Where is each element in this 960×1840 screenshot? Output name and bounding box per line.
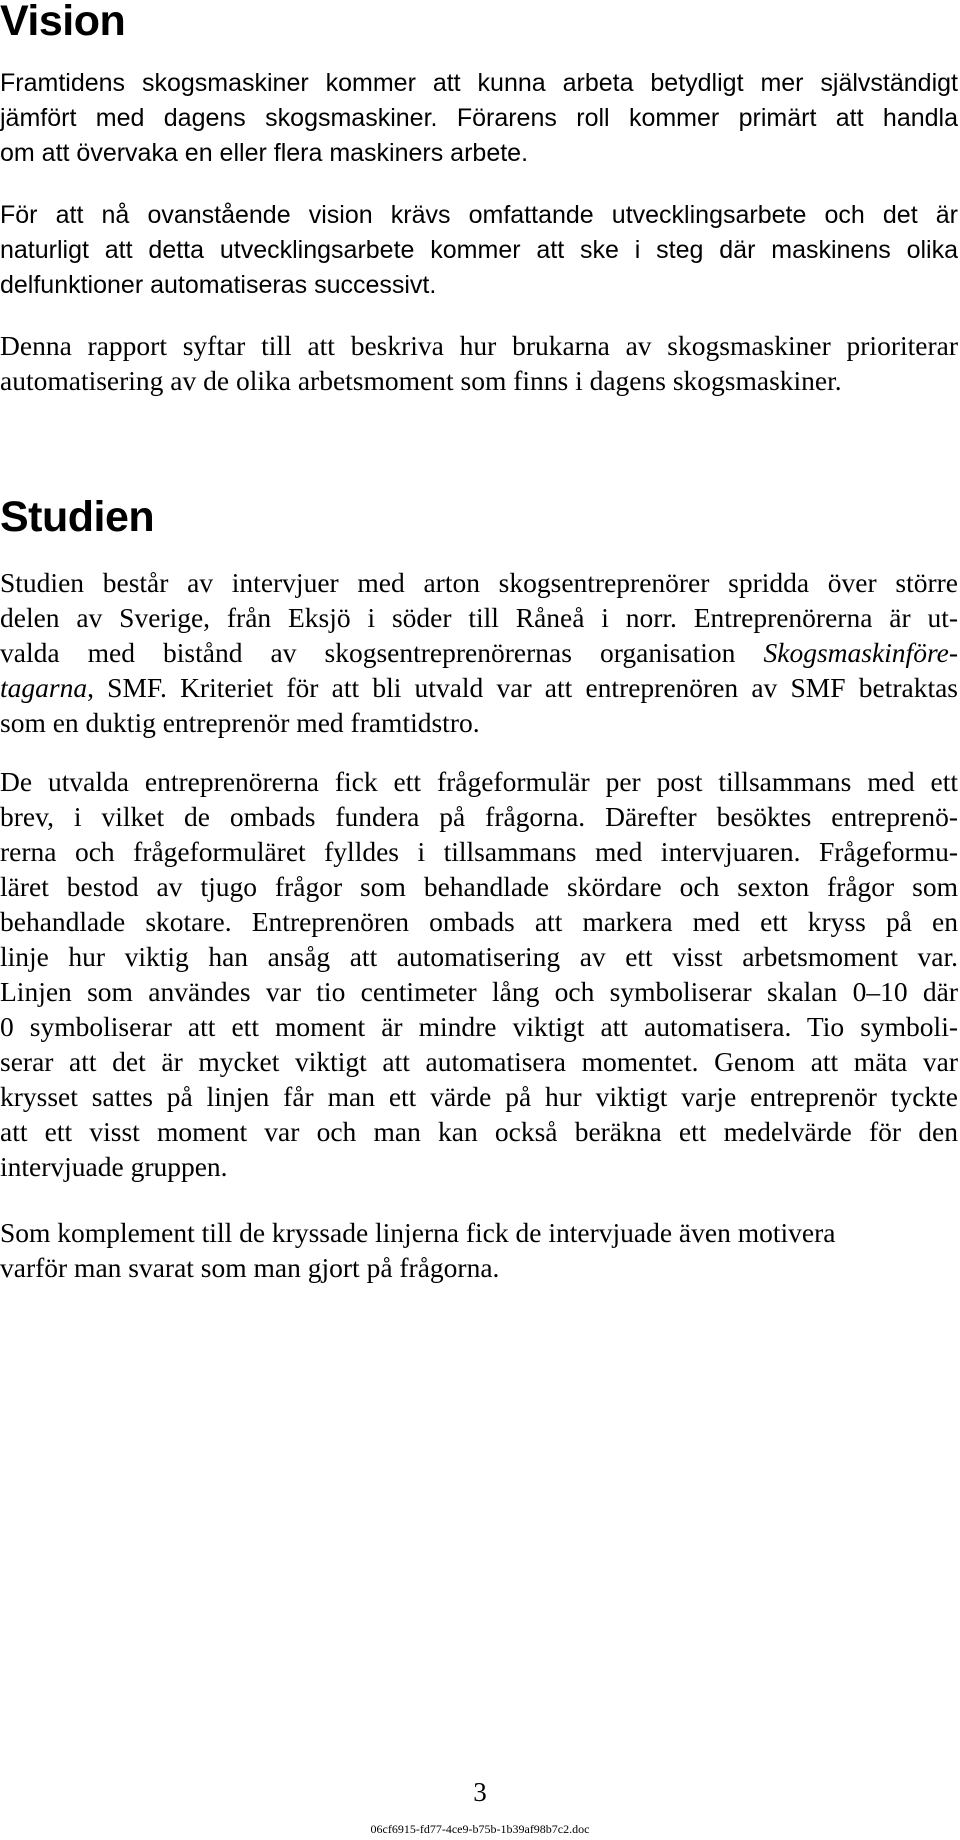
text-line: om att övervaka en eller flera maskiners arbete. xyxy=(0,139,529,167)
text-line: att ett visst moment var och man kan också beräkna ett medelvärde för den xyxy=(0,1116,958,1147)
text-line: Denna rapport syftar till att beskriva hur brukarna av skogsmaskiner prioriterar xyxy=(0,330,958,361)
heading-vision: Vision xyxy=(0,0,126,45)
heading-studien: Studien xyxy=(0,493,155,541)
text-line: linje hur viktig han ansåg att automatisering av ett visst arbetsmoment var. xyxy=(0,941,958,972)
text-line: Som komplement till de kryssade linjerna fick de intervjuade även motivera xyxy=(0,1217,836,1248)
text-line: Studien består av intervjuer med arton skogsentreprenörer spridda över större xyxy=(0,567,958,598)
text-line: behandlade skotare. Entreprenören ombads att markera med ett kryss på en xyxy=(0,906,958,937)
studien-paragraph-2 xyxy=(0,764,958,1184)
organisation-name-italic: tagarna xyxy=(0,672,88,703)
text-line: Framtidens skogsmaskiner kommer att kunna arbeta betydligt mer självständigt xyxy=(0,69,958,97)
text-segment: valda med bistånd av skogsentreprenörernas organisation xyxy=(0,637,764,668)
text-line: serar att det är mycket viktigt att automatisera momentet. Genom att mäta var xyxy=(0,1046,958,1077)
text-line: intervjuade gruppen. xyxy=(0,1151,228,1182)
vision-paragraph-1 xyxy=(0,66,958,171)
studien-paragraph-3 xyxy=(0,1215,958,1285)
studien-paragraph-1 xyxy=(0,565,958,740)
text-line xyxy=(0,635,958,670)
text-line: För att nå ovanstående vision krävs omfattande utvecklingsarbete och det är xyxy=(0,201,958,229)
text-line: 0 symboliserar att ett moment är mindre viktigt att automatisera. Tio symboli- xyxy=(0,1011,958,1042)
text-line: delen av Sverige, från Eksjö i söder till Råneå i norr. Entreprenörerna är ut- xyxy=(0,602,958,633)
text-line: jämfört med dagens skogsmaskiner. Förarens roll kommer primärt att handla xyxy=(0,104,958,132)
vision-paragraph-2 xyxy=(0,198,958,303)
organisation-name-italic: Skogsmaskinföre- xyxy=(763,637,958,668)
page-number: 3 xyxy=(473,1777,487,1807)
text-line: Linjen som användes var tio centimeter lång och symboliserar skalan 0–10 där xyxy=(0,976,958,1007)
text-line: varför man svarat som man gjort på frågorna. xyxy=(0,1252,500,1283)
document-filename: 06cf6915-fd77-4ce9-b75b-1b39af98b7c2.doc xyxy=(370,1822,590,1836)
text-line: rerna och frågeformuläret fylldes i tillsammans med intervjuaren. Frågeformu- xyxy=(0,836,958,867)
text-line: delfunktioner automatiseras successivt. xyxy=(0,271,437,299)
text-line: De utvalda entreprenörerna fick ett frågeformulär per post tillsammans med ett xyxy=(0,766,958,797)
text-line: brev, i vilket de ombads fundera på frågorna. Därefter besöktes entreprenö- xyxy=(0,801,958,832)
text-line: naturligt att detta utvecklingsarbete kommer att ske i steg där maskinens olika xyxy=(0,236,958,264)
text-line: som en duktig entreprenör med framtidstro. xyxy=(0,707,480,738)
text-line xyxy=(0,670,958,705)
vision-paragraph-3 xyxy=(0,328,958,398)
text-line: automatisering av de olika arbetsmoment som finns i dagens skogsmaskiner. xyxy=(0,365,842,396)
text-line: krysset sattes på linjen får man ett värde på hur viktigt varje entreprenör tyckte xyxy=(0,1081,958,1112)
text-segment: , SMF. Kriteriet för att bli utvald var att entreprenören av SMF betraktas xyxy=(87,672,958,703)
text-line: läret bestod av tjugo frågor som behandlade skördare och sexton frågor som xyxy=(0,871,958,902)
